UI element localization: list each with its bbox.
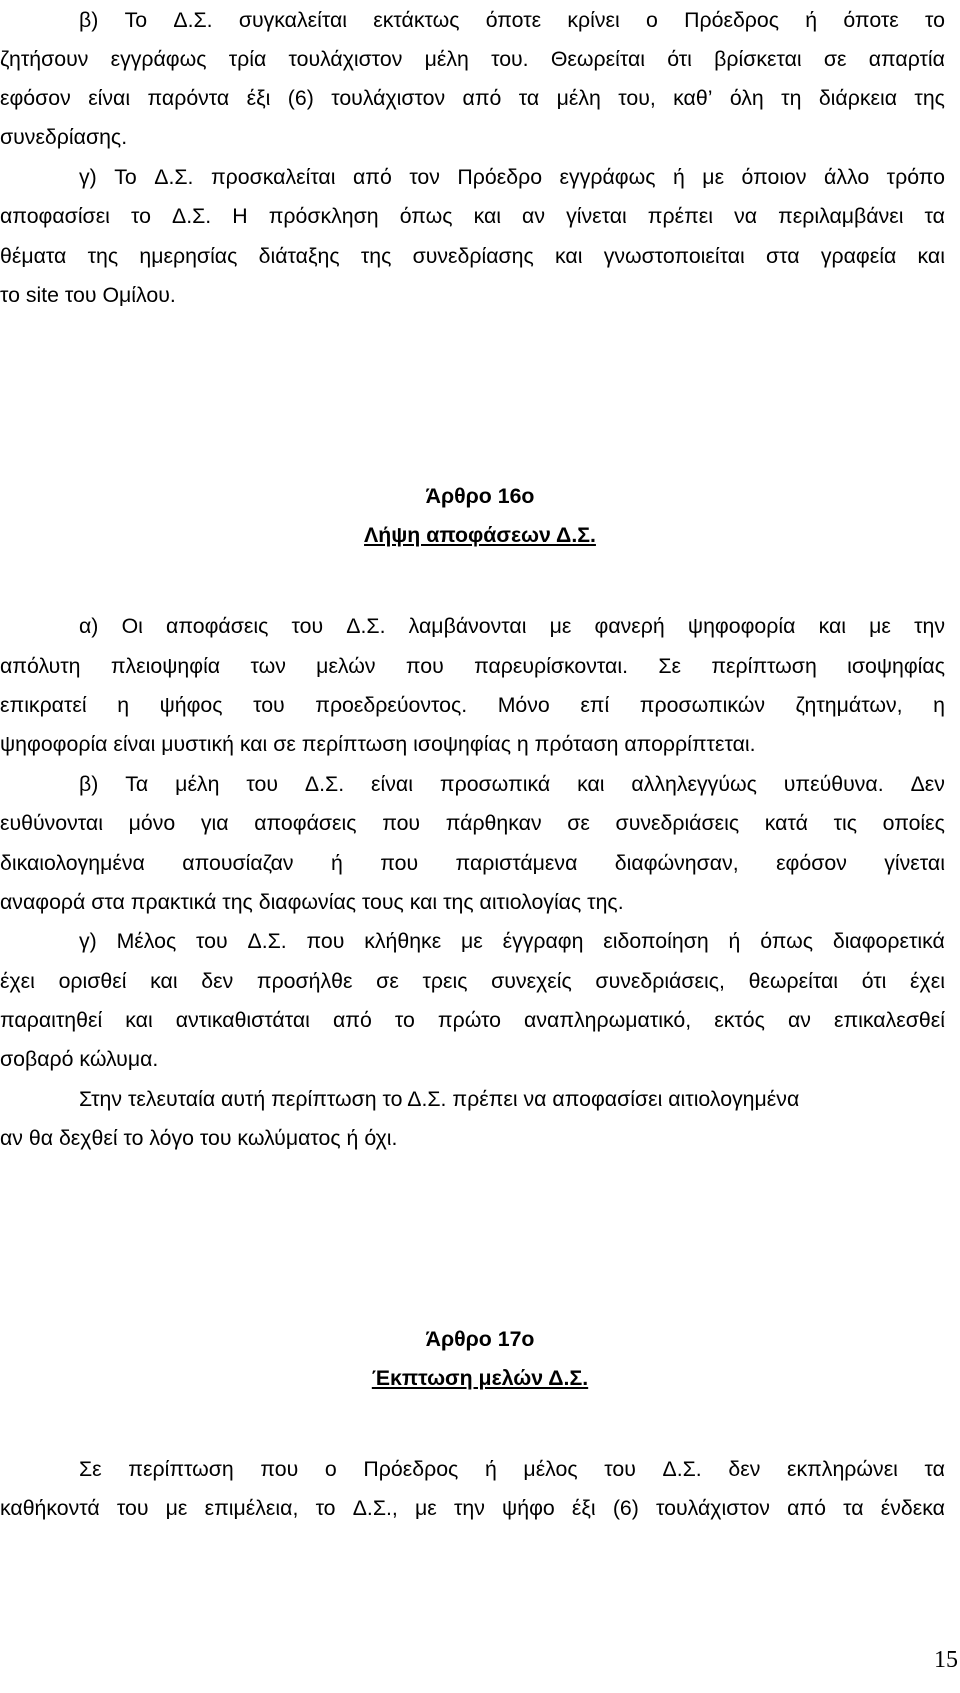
art16-b-line-3 (0, 849, 945, 877)
word: Πρόεδρος (684, 8, 780, 32)
word: του (116, 1496, 149, 1520)
word: δεν (201, 969, 234, 993)
word: είναι (88, 86, 131, 110)
word: που (382, 811, 421, 835)
word: από (787, 1496, 826, 1520)
word: θεωρείται (748, 969, 839, 993)
word: αναπληρωματικό, (524, 1008, 692, 1032)
word: και (577, 772, 605, 796)
word: Δ.Σ. (247, 929, 287, 953)
word: όποτε (485, 8, 542, 32)
word: ψήφο (502, 1496, 555, 1520)
word: ευθύνονται (0, 811, 103, 835)
word: ότι (667, 47, 692, 71)
word: καθ’ (673, 86, 713, 110)
word: τη (781, 86, 802, 110)
word: φανερή (594, 614, 665, 638)
word: Δεν (910, 772, 945, 796)
word: εγγράφως (559, 165, 656, 189)
word: δεν (728, 1457, 761, 1481)
word: β) (79, 8, 99, 32)
word: διαφώνησαν, (614, 851, 739, 875)
word: την (914, 614, 945, 638)
word: Δ.Σ. (346, 614, 386, 638)
word: Δ.Σ. (154, 165, 194, 189)
word: Σε (79, 1457, 102, 1481)
word: παρόντα (147, 86, 230, 110)
word: προσκαλείται (210, 165, 336, 189)
word: σε (376, 969, 399, 993)
word: προσήλθε (256, 969, 353, 993)
word: μόνο (128, 811, 176, 835)
word: για (200, 811, 229, 835)
word: γ) (79, 165, 97, 189)
word: όπως (760, 929, 814, 953)
word: που (380, 851, 419, 875)
word: β) (79, 772, 99, 796)
word: και (125, 1008, 153, 1032)
word: η (117, 693, 130, 717)
word: τρεις (422, 969, 468, 993)
word: επιμέλεια, (204, 1496, 299, 1520)
word: ή (330, 851, 343, 875)
word: ζητήσουν (0, 47, 89, 71)
art16-c-line-2 (0, 967, 945, 995)
word: περίπτωση (711, 654, 817, 678)
word: του (604, 1457, 636, 1481)
word: Δ.Σ. (304, 772, 345, 796)
word: το (130, 204, 151, 228)
word: που (260, 1457, 299, 1481)
word: αλληλεγγύως (631, 772, 757, 796)
word: Δ.Σ. (173, 8, 213, 32)
word: από (462, 86, 502, 110)
word: με (869, 614, 891, 638)
word: Οι (121, 614, 143, 638)
word: μελών (316, 654, 376, 678)
word: τουλάχιστον (331, 86, 446, 110)
word: επικρατεί (0, 693, 87, 717)
word: εκτάκτως (373, 8, 460, 32)
word: η (933, 693, 945, 717)
word: Δ.Σ. (171, 204, 212, 228)
para-c-line-4: το site του Ομίλου. (0, 283, 176, 307)
word: ισοψηφίας (847, 654, 945, 678)
word: μέλος (523, 1457, 578, 1481)
art16-c-line-3 (0, 1006, 945, 1034)
word: ψηφοφορία (687, 614, 796, 638)
word: κλήθηκε (364, 929, 442, 953)
word: καθήκοντά (0, 1496, 100, 1520)
article-16-title: Άρθρο 16ο (425, 484, 535, 508)
word: σε (823, 47, 847, 71)
word: γραφεία (820, 244, 897, 268)
word: όπως (399, 204, 453, 228)
word: προεδρεύοντος. (315, 693, 468, 717)
word: αποφάσεις (166, 614, 269, 638)
word: συνεδριάσεις, (595, 969, 725, 993)
word: πρέπει (647, 204, 714, 228)
word: που (306, 929, 345, 953)
word: (6) (612, 1496, 639, 1520)
word: βρίσκεται (714, 47, 802, 71)
para-c-line-1 (79, 163, 945, 191)
word: όποτε (843, 8, 899, 32)
article-17-subtitle-text: Έκπτωση μελών Δ.Σ. (371, 1366, 589, 1390)
art16-c-line-4: σοβαρό κώλυμα. (0, 1047, 159, 1071)
word: Δ.Σ. (662, 1457, 702, 1481)
art16-b-line-1 (79, 770, 945, 798)
word: συνεδριάσεις (615, 811, 740, 835)
word: πάρθηκαν (445, 811, 542, 835)
art16-c-line-1 (79, 927, 945, 955)
word: τρόπο (886, 165, 945, 189)
word: απαρτία (868, 47, 945, 71)
art16-a-line-3 (0, 691, 945, 719)
word: αντικαθιστάται (175, 1008, 310, 1032)
word: γ) (79, 929, 97, 953)
word: Το (124, 8, 148, 32)
art16-a-line-4: ψηφοφορία είναι μυστική και σε περίπτωση ισοψηφίας η πρόταση απορρίπτεται. (0, 732, 756, 756)
word: κατά (764, 811, 808, 835)
word: μέλη (175, 772, 220, 796)
word: την (453, 1496, 485, 1520)
word: επικαλεσθεί (833, 1008, 945, 1032)
word: έγγραφη (502, 929, 584, 953)
word: δικαιολογημένα (0, 851, 145, 875)
art17-line-2 (0, 1494, 945, 1522)
word: που (405, 654, 444, 678)
word: και (473, 204, 501, 228)
word: συνεχείς (491, 969, 572, 993)
word: περίπτωση (128, 1457, 234, 1481)
word: οποίες (882, 811, 945, 835)
word: εκτός (714, 1008, 765, 1032)
word: εφόσον (0, 86, 71, 110)
word: τα (924, 1457, 945, 1481)
word: ή (805, 8, 818, 32)
word: Μέλος (116, 929, 177, 953)
word: διαφορετικά (832, 929, 945, 953)
art16-d-line-2: αν θα δεχθεί το λόγο του κωλύματος ή όχι. (0, 1126, 398, 1150)
word: ή (672, 165, 685, 189)
word: άλλο (824, 165, 870, 189)
word: του. (491, 47, 529, 71)
word: να (734, 204, 758, 228)
para-b-line-3 (0, 84, 945, 112)
word: με (165, 1496, 188, 1520)
word: τις (833, 811, 857, 835)
word: Πρόεδρος (363, 1457, 459, 1481)
word: τα (518, 86, 540, 110)
word: ο (646, 8, 658, 32)
word: επί (580, 693, 610, 717)
word: ή (484, 1457, 497, 1481)
word: προσωπικών (639, 693, 765, 717)
word: (6) (287, 86, 314, 110)
word: όποιον (741, 165, 807, 189)
word: ορισθεί (58, 969, 127, 993)
word: υπεύθυνα. (783, 772, 884, 796)
word: ότι (861, 969, 887, 993)
word: όλη (729, 86, 764, 110)
word: παραιτηθεί (0, 1008, 103, 1032)
word: έξι (246, 86, 271, 110)
word: του (246, 772, 278, 796)
word: μέλη (424, 47, 469, 71)
word: του (291, 614, 324, 638)
word: είναι (371, 772, 413, 796)
word: έχει (0, 969, 35, 993)
para-c-line-3 (0, 242, 945, 270)
word: ημερησίας (139, 244, 238, 268)
word: προσωπικά (439, 772, 551, 796)
word: με (549, 614, 572, 638)
word: αποφάσεις (254, 811, 357, 835)
word: απόλυτη (0, 654, 81, 678)
word: του (196, 929, 228, 953)
word: Τα (125, 772, 149, 796)
word: παριστάμενα (455, 851, 578, 875)
word: συνεδρίασης (412, 244, 534, 268)
word: τα (843, 1496, 864, 1520)
word: Δ.Σ., (352, 1496, 398, 1520)
word: α) (79, 614, 99, 638)
word: Το (114, 165, 137, 189)
word: συγκαλείται (238, 8, 348, 32)
word: από (332, 1008, 372, 1032)
article-17-title: Άρθρο 17ο (425, 1327, 535, 1351)
word: τουλάχιστον (288, 47, 403, 71)
word: αποφασίσει (0, 204, 110, 228)
word: λαμβάνονται (408, 614, 527, 638)
word: με (415, 1496, 437, 1520)
art16-d-line-1: Στην τελευταία αυτή περίπτωση το Δ.Σ. πρέπει να αποφασίσει αιτιολογημένα (79, 1087, 800, 1111)
word: Πρόεδρο (457, 165, 543, 189)
word: Μόνο (497, 693, 550, 717)
word: πρώτο (437, 1008, 501, 1032)
art16-b-line-4: αναφορά στα πρακτικά της διαφωνίας τους και της αιτιολογίας της. (0, 890, 624, 914)
word: και (818, 614, 846, 638)
word: του, (618, 86, 656, 110)
word: το (925, 8, 945, 32)
word: ζητημάτων, (795, 693, 903, 717)
para-c-line-2 (0, 202, 945, 230)
word: τουλάχιστον (656, 1496, 770, 1520)
word: και (917, 244, 945, 268)
word: του (253, 693, 285, 717)
word: τρία (228, 47, 267, 71)
word: ή (728, 929, 741, 953)
word: τον (409, 165, 440, 189)
word: κρίνει (567, 8, 620, 32)
word: στα (766, 244, 800, 268)
para-b-line-1 (79, 6, 945, 34)
word: πρόσκληση (268, 204, 379, 228)
para-b-line-4: συνεδρίασης. (0, 125, 128, 149)
word: έχει (910, 969, 945, 993)
word: το (394, 1008, 415, 1032)
word: το (315, 1496, 336, 1520)
word: ψήφος (159, 693, 223, 717)
word: της (914, 86, 945, 110)
word: Σε (658, 654, 681, 678)
article-16-subtitle (0, 521, 960, 549)
word: αν (787, 1008, 811, 1032)
word: εκπληρώνει (786, 1457, 898, 1481)
word: διάρκεια (818, 86, 898, 110)
art16-a-line-1 (79, 612, 945, 640)
art16-b-line-2 (0, 809, 945, 837)
para-b-line-2 (0, 45, 945, 73)
word: αν (522, 204, 546, 228)
word: έξι (571, 1496, 596, 1520)
page-number: 15 (934, 1647, 958, 1673)
article-16-subtitle-text: Λήψη αποφάσεων Δ.Σ. (364, 523, 596, 547)
word: εφόσον (776, 851, 847, 875)
word: ένδεκα (880, 1496, 945, 1520)
art17-line-1 (79, 1455, 945, 1483)
word: και (150, 969, 178, 993)
word: γίνεται (566, 204, 627, 228)
word: και (555, 244, 583, 268)
word: απουσίαζαν (182, 851, 294, 875)
word: με (461, 929, 483, 953)
word: εγγράφως (110, 47, 207, 71)
word: γνωστοποιείται (603, 244, 745, 268)
word: Η (232, 204, 248, 228)
article-17-subtitle (0, 1364, 960, 1392)
word: των (250, 654, 286, 678)
word: σε (567, 811, 590, 835)
art16-a-line-2 (0, 652, 945, 680)
word: θέματα (0, 244, 67, 268)
word: πλειοψηφία (110, 654, 221, 678)
word: Θεωρείται (550, 47, 645, 71)
word: μέλη (556, 86, 601, 110)
word: από (352, 165, 392, 189)
word: γίνεται (884, 851, 945, 875)
word: ο (324, 1457, 337, 1481)
word: περιλαμβάνει (778, 204, 904, 228)
word: της (87, 244, 119, 268)
word: τα (924, 204, 945, 228)
word: ειδοποίηση (603, 929, 709, 953)
word: διάταξης (258, 244, 340, 268)
word: παρευρίσκονται. (474, 654, 628, 678)
word: της (360, 244, 392, 268)
word: με (702, 165, 725, 189)
